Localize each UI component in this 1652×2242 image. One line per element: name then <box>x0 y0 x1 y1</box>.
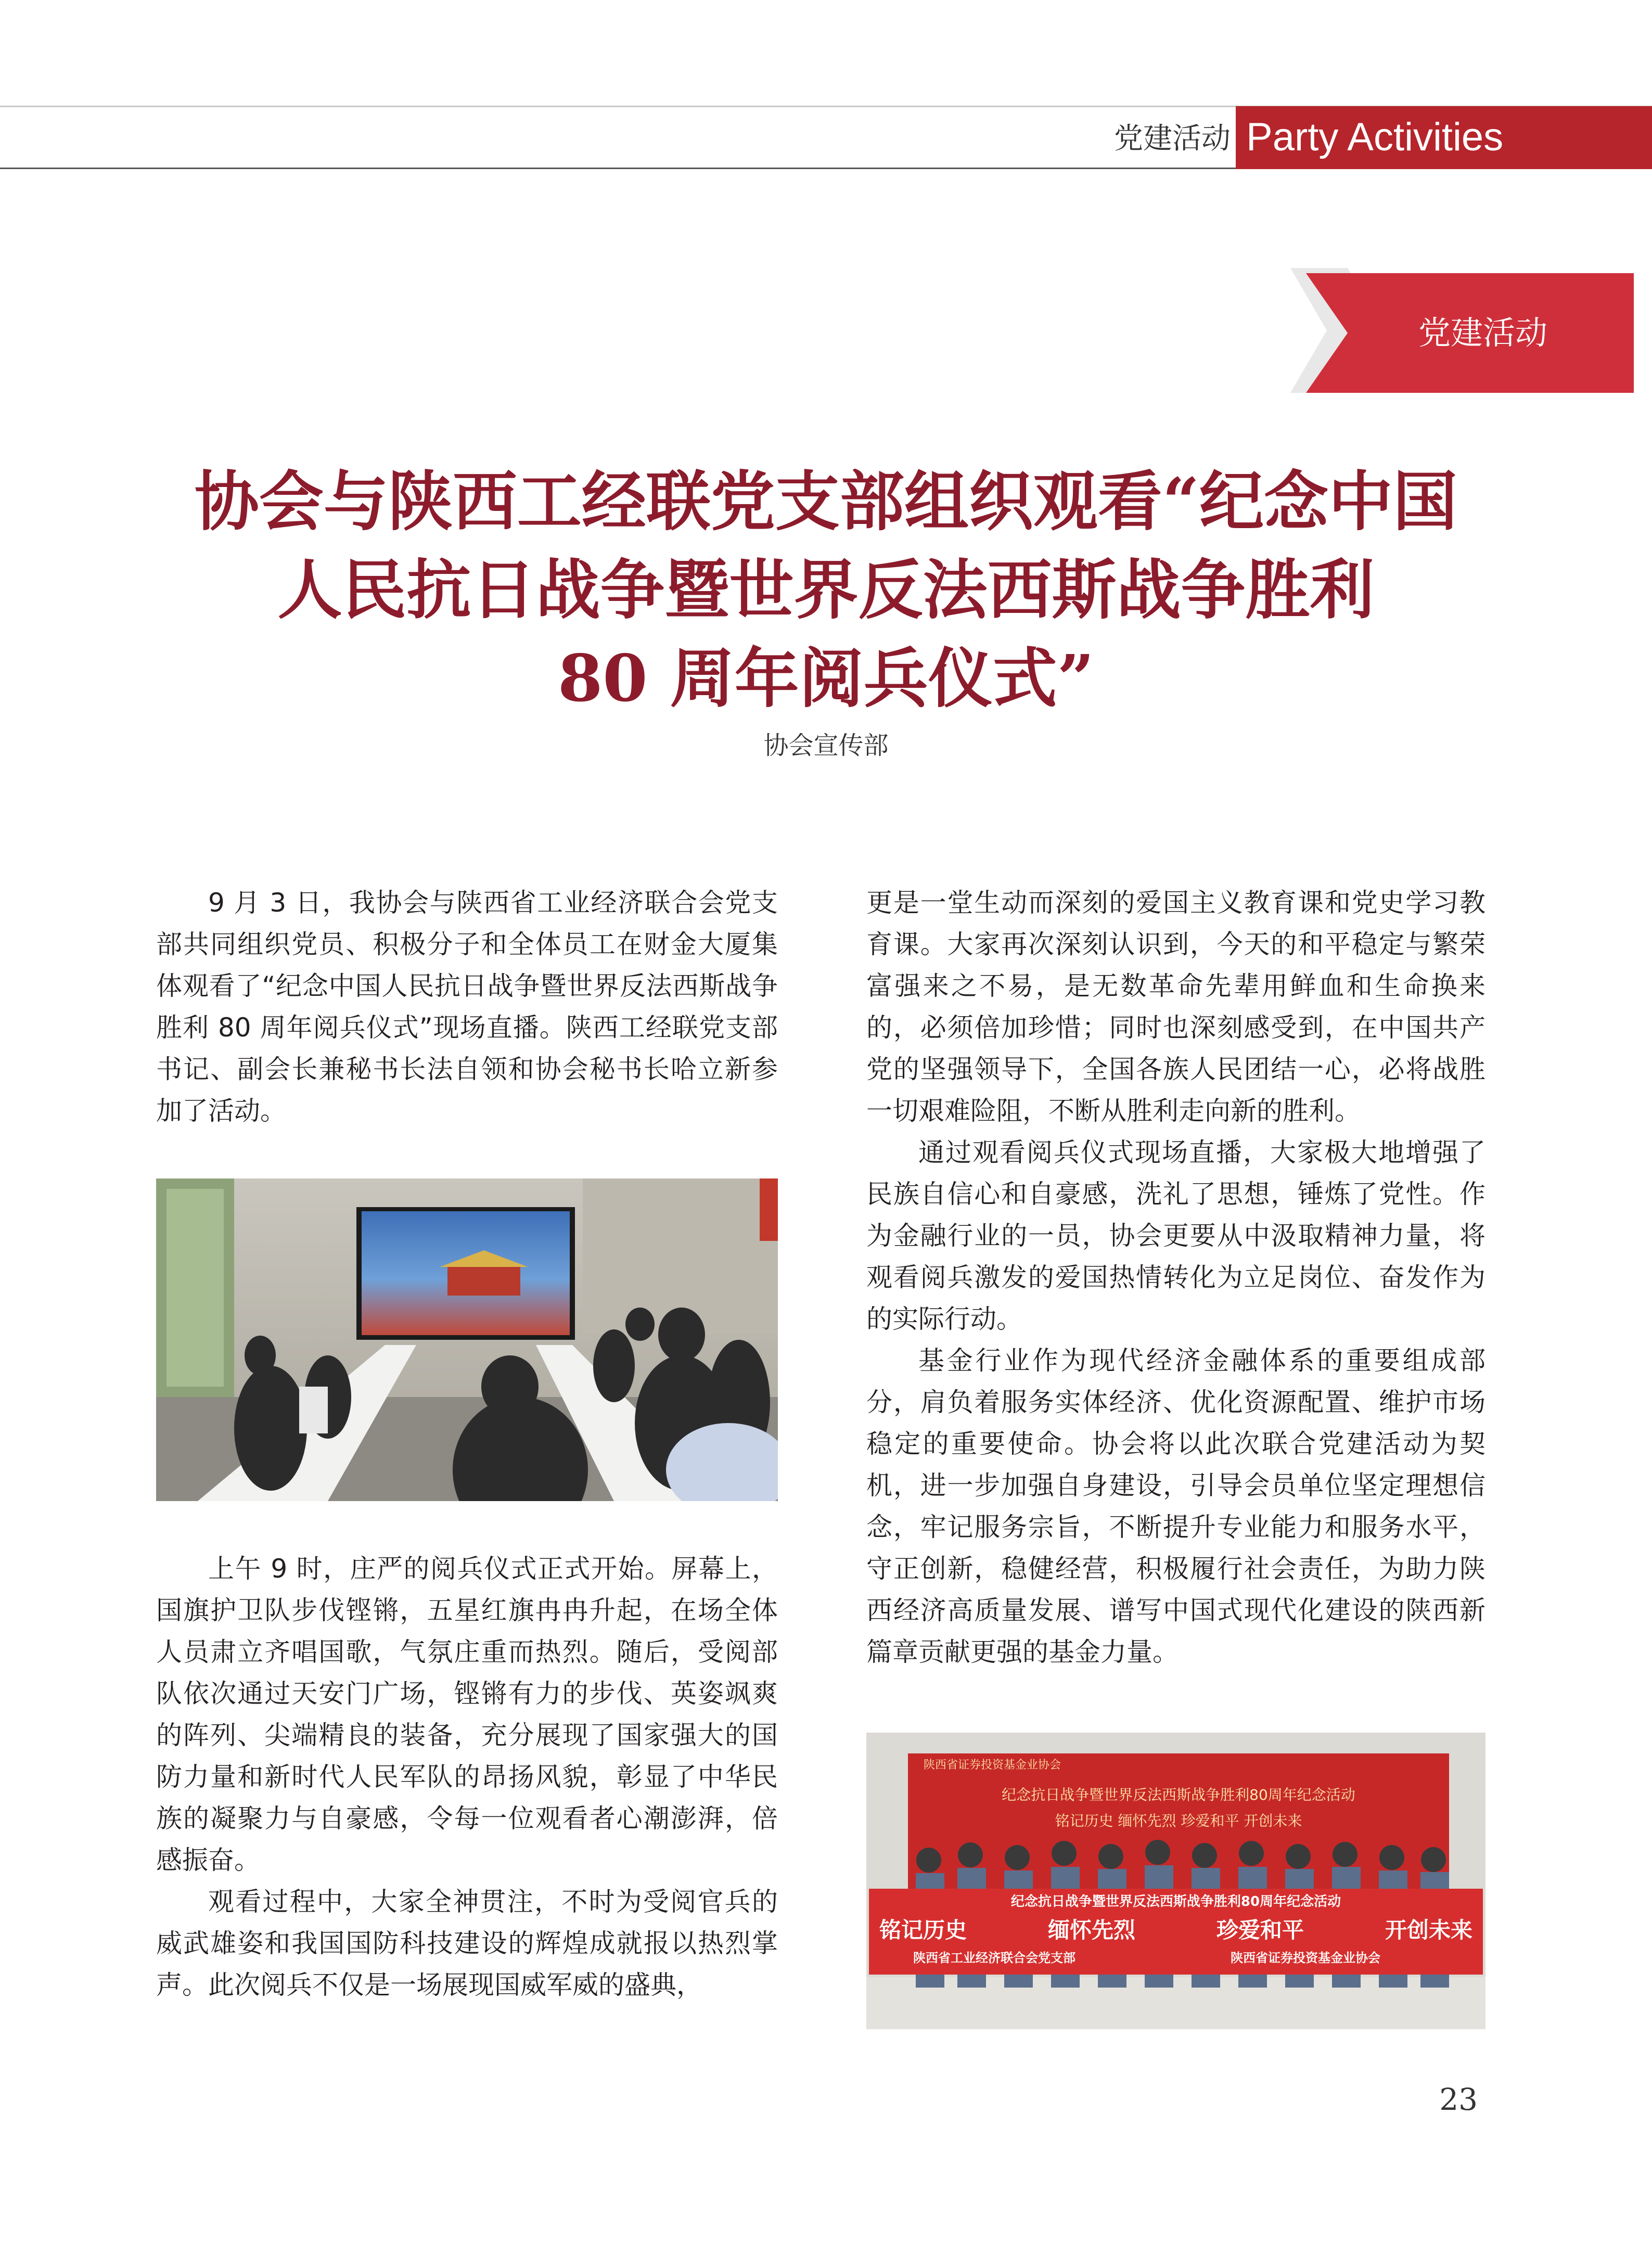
photo-group-banner <box>866 1733 1485 2029</box>
article-title-line-3: 80 周年阅兵仪式” <box>557 641 1095 716</box>
article-title-line-2: 人民抗日战争暨世界反法西斯战争胜利 <box>277 553 1375 628</box>
photo-banner-top: 陕西省证券投资基金业协会 <box>924 1759 1061 1772</box>
slogan-3: 珍爱和平 <box>1216 1917 1304 1943</box>
paragraph-4: 通过观看阅兵仪式现场直播，大家极大地增强了民族自信心和自豪感，洗礼了思想，锤炼了党性。作为金融行业的一员，协会更要从中汲取精神力量，将观看阅兵激发的爱国热情转化为立足岗位、奋发作为的实际行动。 <box>866 1137 1485 1334</box>
photo-banner-org-right: 陕西省证券投资基金业协会 <box>1231 1951 1380 1965</box>
photo-banner-title: 纪念抗日战争暨世界反法西斯战争胜利80周年纪念活动 <box>1010 1894 1341 1910</box>
photo-banner-org-left: 陕西省工业经济联合会党支部 <box>913 1951 1075 1965</box>
paragraph-5: 基金行业作为现代经济金融体系的重要组成部分，肩负着服务实体经济、优化资源配置、维护市场稳定的重要使命。协会将以此次联合党建活动为契机，进一步加强自身建设，引导会员单位坚定理想信念，牢记服务宗旨，不断提升专业能力和服务水平，守正创新，稳健经营，积极履行社会责任，为助力陕西经济高质量发展、谱写中国式现代化建设的陕西新篇章贡献更强的基金力量。 <box>866 1346 1485 1667</box>
paragraph-3: 观看过程中，大家全神贯注，不时为受阅官兵的威武雄姿和我国国防科技建设的辉煌成就报以热烈掌声。此次阅兵不仅是一场展现国威军威的盛典， <box>156 1887 778 2000</box>
article-author: 协会宣传部 <box>763 731 889 760</box>
paragraph-2: 上午 9 时，庄严的阅兵仪式正式开始。屏幕上，国旗护卫队步伐铿锵，五星红旗冉冉升起，在场全体人员肃立齐唱国歌，气氛庄重而热烈。随后，受阅部队依次通过天安门广场，铿锵有力的步伐、英姿飒爽的阵列、尖端精良的装备，充分展现了国家强大的国防力量和新时代人民军队的昂扬风貌，彰显了中华民族的凝聚力与自豪感，令每一位观看者心潮澎湃，倍感振奋。 <box>156 1554 778 1875</box>
header-bottom-rule <box>0 168 1236 169</box>
paragraph-3-continued: 更是一堂生动而深刻的爱国主义教育课和党史学习教育课。大家再次深刻认识到，今天的和平稳定与繁荣富强来之不易，是无数革命先辈用鲜血和生命换来的，必须倍加珍惜；同时也深刻感受到，在中国共产党的坚强领导下，全国各族人民团结一心，必将战胜一切艰难险阻，不断从胜利走向新的胜利。 <box>866 888 1485 1126</box>
photo-banner-slogans <box>879 1915 1472 1946</box>
header-section-en: Party Activities <box>1246 115 1504 159</box>
header-section-cn: 党建活动 <box>1114 122 1231 156</box>
article-title-line-1: 协会与陕西工经联党支部组织观看“纪念中国 <box>194 464 1458 540</box>
photo-backdrop-line-1: 纪念抗日战争暨世界反法西斯战争胜利80周年纪念活动 <box>1002 1786 1355 1803</box>
section-tag-label: 党建活动 <box>1418 314 1547 352</box>
photo-meeting-room <box>156 1178 778 1501</box>
page-number: 23 <box>1439 2082 1478 2117</box>
slogan-1: 铭记历史 <box>879 1917 967 1943</box>
paragraph-1: 9 月 3 日，我协会与陕西省工业经济联合会党支部共同组织党员、积极分子和全体员工在财金大厦集体观看了“纪念中国人民抗日战争暨世界反法西斯战争胜利 80 周年阅兵仪式”现场直播。陕西工经联党支部书记、副会长兼秘书长法自领和协会秘书长哈立新参加了活动。 <box>156 888 778 1126</box>
slogan-2: 缅怀先烈 <box>1047 1917 1135 1943</box>
photo-backdrop-line-2: 铭记历史 缅怀先烈 珍爱和平 开创未来 <box>1055 1812 1302 1829</box>
slogan-4: 开创未来 <box>1385 1917 1472 1943</box>
